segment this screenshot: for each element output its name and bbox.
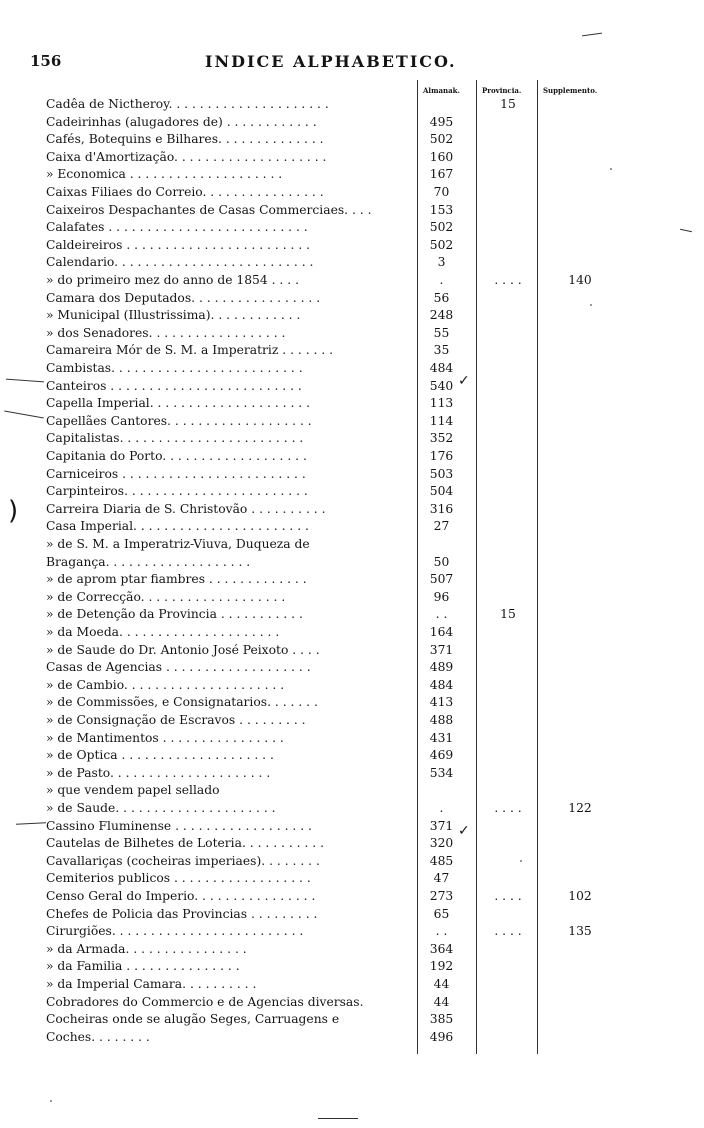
almanak-page-number: 167 xyxy=(429,167,454,181)
index-entry: Cafés, Botequins e Bilhares. . . . . . . . . . . . . . xyxy=(46,132,324,146)
index-entry: Camara dos Deputados. . . . . . . . . . . . . . . . . xyxy=(46,291,321,305)
almanak-page-number: 44 xyxy=(433,995,450,1009)
almanak-page-number: 484 xyxy=(429,678,454,692)
ink-speck xyxy=(590,304,592,306)
almanak-page-number: 65 xyxy=(433,907,450,921)
almanak-page-number: 469 xyxy=(429,748,454,762)
ink-speck xyxy=(610,168,612,170)
check-mark-icon: ✓ xyxy=(458,823,470,839)
almanak-page-number: 485 xyxy=(429,854,454,868)
ink-speck xyxy=(520,860,522,862)
index-entry: » de Correcção. . . . . . . . . . . . . . . . . . . xyxy=(46,590,286,604)
margin-pen-mark xyxy=(4,411,44,419)
index-entry: » que vendem papel sellado xyxy=(46,783,220,797)
almanak-page-number: 502 xyxy=(429,220,454,234)
index-entry: » de Cambio. . . . . . . . . . . . . . . . . . . . . xyxy=(46,678,285,692)
almanak-page-number: 316 xyxy=(429,502,454,516)
almanak-page-number: 164 xyxy=(429,625,454,639)
page-title: INDICE ALPHABETICO. xyxy=(205,52,457,71)
almanak-page-number: 320 xyxy=(429,836,454,850)
provincia-page-number: 15 xyxy=(500,607,516,621)
provincia-page-number: 15 xyxy=(500,97,516,111)
almanak-page-number: 192 xyxy=(429,959,454,973)
index-entry: Camareira Mór de S. M. a Imperatriz . . . . . . . xyxy=(46,343,334,357)
index-entry: Calendario. . . . . . . . . . . . . . . . . . . . . . . . . . xyxy=(46,255,314,269)
index-entry: Carpinteiros. . . . . . . . . . . . . . . . . . . . . . . . xyxy=(46,484,308,498)
index-entry: Caldeireiros . . . . . . . . . . . . . . . . . . . . . . . . xyxy=(46,238,311,252)
almanak-page-number: 504 xyxy=(429,484,454,498)
index-entry: » de S. M. a Imperatriz-Viuva, Duqueza de xyxy=(46,537,310,551)
provincia-page-number: . . . . xyxy=(494,924,522,938)
index-entry: Bragança. . . . . . . . . . . . . . . . . . . xyxy=(46,555,251,569)
almanak-page-number: 489 xyxy=(429,660,454,674)
index-entry: Censo Geral do Imperio. . . . . . . . . . . . . . . . xyxy=(46,889,316,903)
margin-pen-mark xyxy=(6,379,44,383)
index-entry: Cavallariças (cocheiras imperiaes). . . . . . . . xyxy=(46,854,320,868)
index-entry: » Municipal (Illustrissima). . . . . . . . . . . . xyxy=(46,308,301,322)
almanak-page-number: 507 xyxy=(429,572,454,586)
provincia-page-number: . . . . xyxy=(494,889,522,903)
almanak-page-number: 35 xyxy=(433,343,450,357)
index-entry: » de Consignação de Escravos . . . . . . . . . xyxy=(46,713,306,727)
index-entry: Caixas Filiaes do Correio. . . . . . . . . . . . . . . . xyxy=(46,185,324,199)
index-entry: Cadeirinhas (alugadores de) . . . . . . . . . . . . xyxy=(46,115,317,129)
index-entry: Cirurgiões. . . . . . . . . . . . . . . . . . . . . . . . . xyxy=(46,924,304,938)
almanak-page-number: 114 xyxy=(429,414,454,428)
almanak-page-number: 488 xyxy=(429,713,454,727)
column-rule xyxy=(537,80,538,1054)
margin-pen-mark xyxy=(582,33,602,37)
almanak-page-number: 160 xyxy=(429,150,454,164)
index-entry: Cemiterios publicos . . . . . . . . . . . . . . . . . . xyxy=(46,871,311,885)
index-entry: » da Moeda. . . . . . . . . . . . . . . . . . . . . xyxy=(46,625,280,639)
almanak-page-number: . xyxy=(439,801,444,815)
index-entry: Casas de Agencias . . . . . . . . . . . . . . . . . . . xyxy=(46,660,311,674)
index-entry: » de Detenção da Provincia . . . . . . . . . . . xyxy=(46,607,303,621)
column-rule xyxy=(476,80,477,1054)
index-entry: » de Saude. . . . . . . . . . . . . . . . . . . . . xyxy=(46,801,276,815)
index-entry: Cobradores do Commercio e de Agencias diversas. xyxy=(46,995,364,1009)
almanak-page-number: 47 xyxy=(433,871,450,885)
margin-pen-mark xyxy=(680,229,692,232)
almanak-page-number: . xyxy=(439,273,444,287)
almanak-page-number: 273 xyxy=(429,889,454,903)
supplemento-page-number: 140 xyxy=(568,273,592,287)
almanak-page-number: 385 xyxy=(429,1012,454,1026)
column-header-provincia: Provincia. xyxy=(482,86,522,95)
index-entry: Canteiros . . . . . . . . . . . . . . . . . . . . . . . . . xyxy=(46,379,302,393)
almanak-page-number: 540 xyxy=(429,379,454,393)
index-entry: Capellães Cantores. . . . . . . . . . . . . . . . . . . xyxy=(46,414,312,428)
index-entry: Cassino Fluminense . . . . . . . . . . . . . . . . . . xyxy=(46,819,312,833)
index-entry: Coches. . . . . . . . xyxy=(46,1030,150,1044)
check-mark-icon: ✓ xyxy=(458,373,470,389)
almanak-page-number: 534 xyxy=(429,766,454,780)
almanak-page-number: 371 xyxy=(429,643,454,657)
ink-speck xyxy=(50,1100,52,1102)
almanak-page-number: 44 xyxy=(433,977,450,991)
column-header-almanak: Almanak. xyxy=(423,86,460,95)
index-entry: Cautelas de Bilhetes de Loteria. . . . . . . . . . . xyxy=(46,836,325,850)
margin-pen-mark xyxy=(318,1118,358,1119)
almanak-page-number: 352 xyxy=(429,431,454,445)
margin-pen-mark xyxy=(16,822,46,825)
almanak-page-number: 413 xyxy=(429,695,454,709)
almanak-page-number: 431 xyxy=(429,731,454,745)
provincia-page-number: . . . . xyxy=(494,273,522,287)
almanak-page-number: 248 xyxy=(429,308,454,322)
almanak-page-number: 503 xyxy=(429,467,454,481)
index-entry: Carniceiros . . . . . . . . . . . . . . . . . . . . . . . . xyxy=(46,467,306,481)
provincia-page-number: . . . . xyxy=(494,801,522,815)
almanak-page-number: 3 xyxy=(437,255,446,269)
almanak-page-number: 502 xyxy=(429,132,454,146)
index-entry: » de Pasto. . . . . . . . . . . . . . . . . . . . . xyxy=(46,766,271,780)
index-entry: » da Familia . . . . . . . . . . . . . . . xyxy=(46,959,240,973)
index-entry: Carreira Diaria de S. Christovão . . . . . . . . . . xyxy=(46,502,326,516)
margin-bracket-icon: ) xyxy=(8,496,19,526)
index-entry: Cocheiras onde se alugão Seges, Carruagens e xyxy=(46,1012,340,1026)
index-entry: Caixeiros Despachantes de Casas Commerciaes. . . . xyxy=(46,203,372,217)
index-entry: Cambistas. . . . . . . . . . . . . . . . . . . . . . . . . xyxy=(46,361,303,375)
almanak-page-number: 502 xyxy=(429,238,454,252)
almanak-page-number: 364 xyxy=(429,942,454,956)
index-entry: » de Saude do Dr. Antonio José Peixoto . . . . xyxy=(46,643,320,657)
column-rule xyxy=(417,80,418,1054)
almanak-page-number: 27 xyxy=(433,519,450,533)
index-entry: » de aprom ptar fiambres . . . . . . . . . . . . . xyxy=(46,572,307,586)
index-entry: » dos Senadores. . . . . . . . . . . . . . . . . . xyxy=(46,326,286,340)
index-entry: » do primeiro mez do anno de 1854 . . . . xyxy=(46,273,299,287)
almanak-page-number: 495 xyxy=(429,115,454,129)
almanak-page-number: . . xyxy=(435,924,448,938)
almanak-page-number: 176 xyxy=(429,449,454,463)
index-entry: Caixa d'Amortização. . . . . . . . . . . . . . . . . . . . xyxy=(46,150,327,164)
index-entry: » de Commissões, e Consignatarios. . . . . . . xyxy=(46,695,318,709)
index-entry: Cadêa de Nictheroy. . . . . . . . . . . . . . . . . . . . . xyxy=(46,97,329,111)
index-entry: Chefes de Policia das Provincias . . . . . . . . . xyxy=(46,907,318,921)
index-entry: Casa Imperial. . . . . . . . . . . . . . . . . . . . . . . xyxy=(46,519,309,533)
almanak-page-number: 153 xyxy=(429,203,454,217)
index-entry: Capitalistas. . . . . . . . . . . . . . . . . . . . . . . . xyxy=(46,431,304,445)
index-entry: » da Imperial Camara. . . . . . . . . . xyxy=(46,977,257,991)
page-number: 156 xyxy=(30,52,62,70)
index-entry: » de Optica . . . . . . . . . . . . . . . . . . . . xyxy=(46,748,274,762)
almanak-page-number: 113 xyxy=(429,396,454,410)
supplemento-page-number: 102 xyxy=(568,889,592,903)
supplemento-page-number: 135 xyxy=(568,924,592,938)
column-header-supplemento: Supplemento. xyxy=(543,86,598,95)
almanak-page-number: 96 xyxy=(433,590,450,604)
almanak-page-number: 50 xyxy=(433,555,450,569)
index-entry: Capitania do Porto. . . . . . . . . . . . . . . . . . . xyxy=(46,449,307,463)
index-entry: » de Mantimentos . . . . . . . . . . . . . . . . xyxy=(46,731,284,745)
almanak-page-number: 55 xyxy=(433,326,450,340)
almanak-page-number: . . xyxy=(435,607,448,621)
supplemento-page-number: 122 xyxy=(568,801,592,815)
almanak-page-number: 70 xyxy=(433,185,450,199)
almanak-page-number: 484 xyxy=(429,361,454,375)
almanak-page-number: 371 xyxy=(429,819,454,833)
almanak-page-number: 56 xyxy=(433,291,450,305)
index-entry: » da Armada. . . . . . . . . . . . . . . . xyxy=(46,942,247,956)
index-entry: Capella Imperial. . . . . . . . . . . . . . . . . . . . . xyxy=(46,396,310,410)
index-entry: Calafates . . . . . . . . . . . . . . . . . . . . . . . . . . xyxy=(46,220,308,234)
almanak-page-number: 496 xyxy=(429,1030,454,1044)
index-entry: » Economica . . . . . . . . . . . . . . . . . . . . xyxy=(46,167,283,181)
